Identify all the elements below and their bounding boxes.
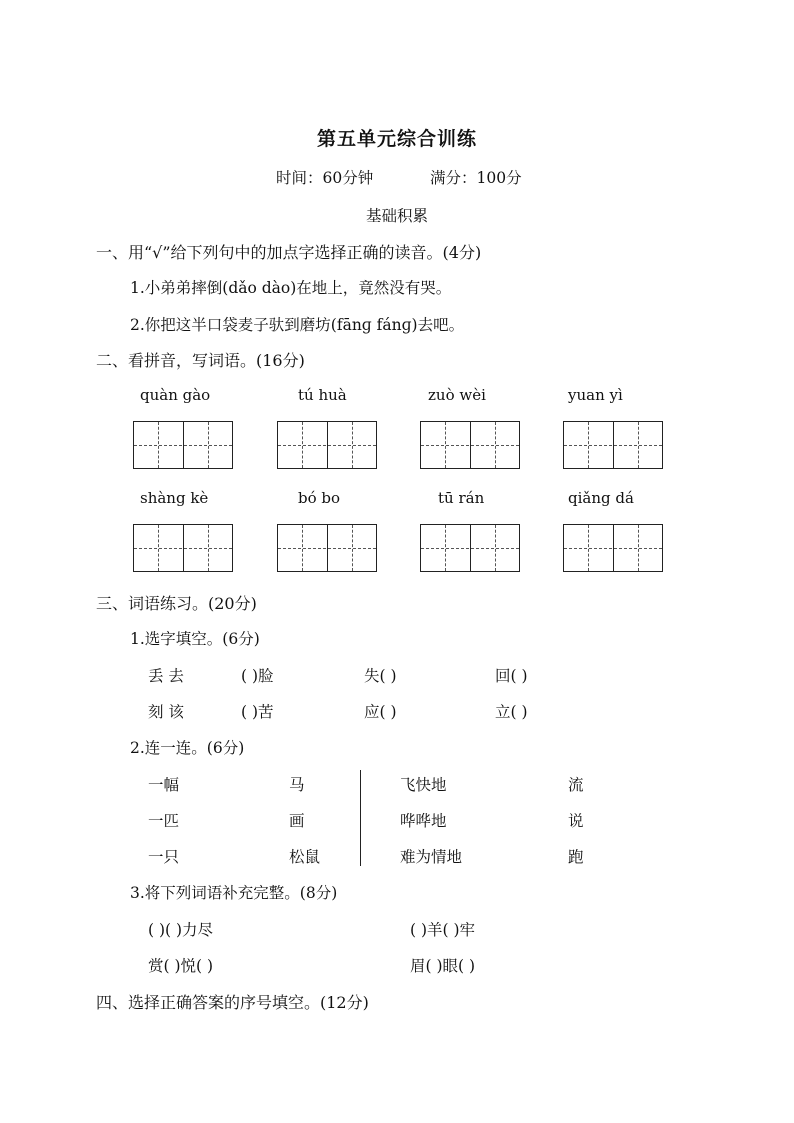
subquestion-3-2-heading: 2.连一连。(6分)	[130, 739, 245, 757]
pinyin-3: zuò wèi	[428, 386, 486, 404]
match-right-b-1: 流	[568, 776, 584, 794]
writing-box-2[interactable]	[277, 421, 377, 469]
pinyin-6: bó bo	[298, 489, 341, 507]
pinyin-5: shàng kè	[140, 489, 209, 507]
idiom-blank-1: ( )( )力尽	[148, 921, 214, 939]
pinyin-1: quàn gào	[140, 386, 211, 404]
fill-blank-2a: ( )苦	[241, 703, 274, 721]
match-left-a-1: 一幅	[148, 776, 180, 794]
match-right-a-1: 飞快地	[400, 776, 447, 794]
fill-blank-1b: 失( )	[364, 667, 397, 685]
question-1-1: 1.小弟弟摔倒(dǎo dào)在地上，竟然没有哭。	[130, 279, 452, 297]
writing-box-4[interactable]	[563, 421, 663, 469]
match-right-a-2: 哗哗地	[400, 812, 447, 830]
subquestion-3-1-heading: 1.选字填空。(6分)	[130, 630, 260, 648]
writing-box-7[interactable]	[420, 524, 520, 572]
match-right-b-3: 跑	[568, 848, 584, 866]
pinyin-2: tú huà	[298, 386, 347, 404]
pinyin-7: tū rán	[438, 489, 485, 507]
idiom-blank-2: ( )羊( )牢	[410, 921, 476, 939]
match-left-b-2: 画	[289, 812, 305, 830]
pinyin-8: qiǎng dá	[568, 489, 634, 507]
section-4-heading: 四、选择正确答案的序号填空。(12分)	[96, 993, 369, 1012]
fill-blank-1a: ( )脸	[241, 667, 274, 685]
writing-box-5[interactable]	[133, 524, 233, 572]
match-left-a-2: 一匹	[148, 812, 180, 830]
match-divider	[360, 770, 361, 866]
page-title: 第五单元综合训练	[316, 128, 477, 150]
exam-time: 时间：60分钟	[276, 169, 374, 187]
section-3-heading: 三、词语练习。(20分)	[96, 594, 257, 613]
exam-score: 满分：100分	[430, 169, 522, 187]
choice-chars-2: 刻 该	[148, 703, 184, 721]
match-left-b-1: 马	[289, 776, 305, 794]
fill-blank-1c: 回( )	[495, 667, 528, 685]
question-1-2: 2.你把这半口袋麦子驮到磨坊(fānɡ fánɡ)去吧。	[130, 316, 465, 334]
fill-blank-2b: 应( )	[364, 703, 397, 721]
match-right-a-3: 难为情地	[400, 848, 463, 866]
idiom-blank-4: 眉( )眼( )	[410, 957, 476, 975]
fill-blank-2c: 立( )	[495, 703, 528, 721]
pinyin-4: yuan yì	[568, 386, 623, 404]
match-left-b-3: 松鼠	[289, 848, 321, 866]
writing-box-1[interactable]	[133, 421, 233, 469]
match-right-b-2: 说	[568, 812, 584, 830]
writing-box-8[interactable]	[563, 524, 663, 572]
choice-chars-1: 丢 去	[148, 667, 184, 685]
idiom-blank-3: 赏( )悦( )	[148, 957, 214, 975]
section-1-heading: 一、用“√”给下列句中的加点字选择正确的读音。(4分)	[96, 243, 482, 262]
writing-box-3[interactable]	[420, 421, 520, 469]
section-subtitle: 基础积累	[365, 207, 428, 225]
writing-box-6[interactable]	[277, 524, 377, 572]
section-2-heading: 二、看拼音，写词语。(16分)	[96, 351, 305, 370]
subquestion-3-3-heading: 3.将下列词语补充完整。(8分)	[130, 884, 338, 902]
match-left-a-3: 一只	[148, 848, 180, 866]
